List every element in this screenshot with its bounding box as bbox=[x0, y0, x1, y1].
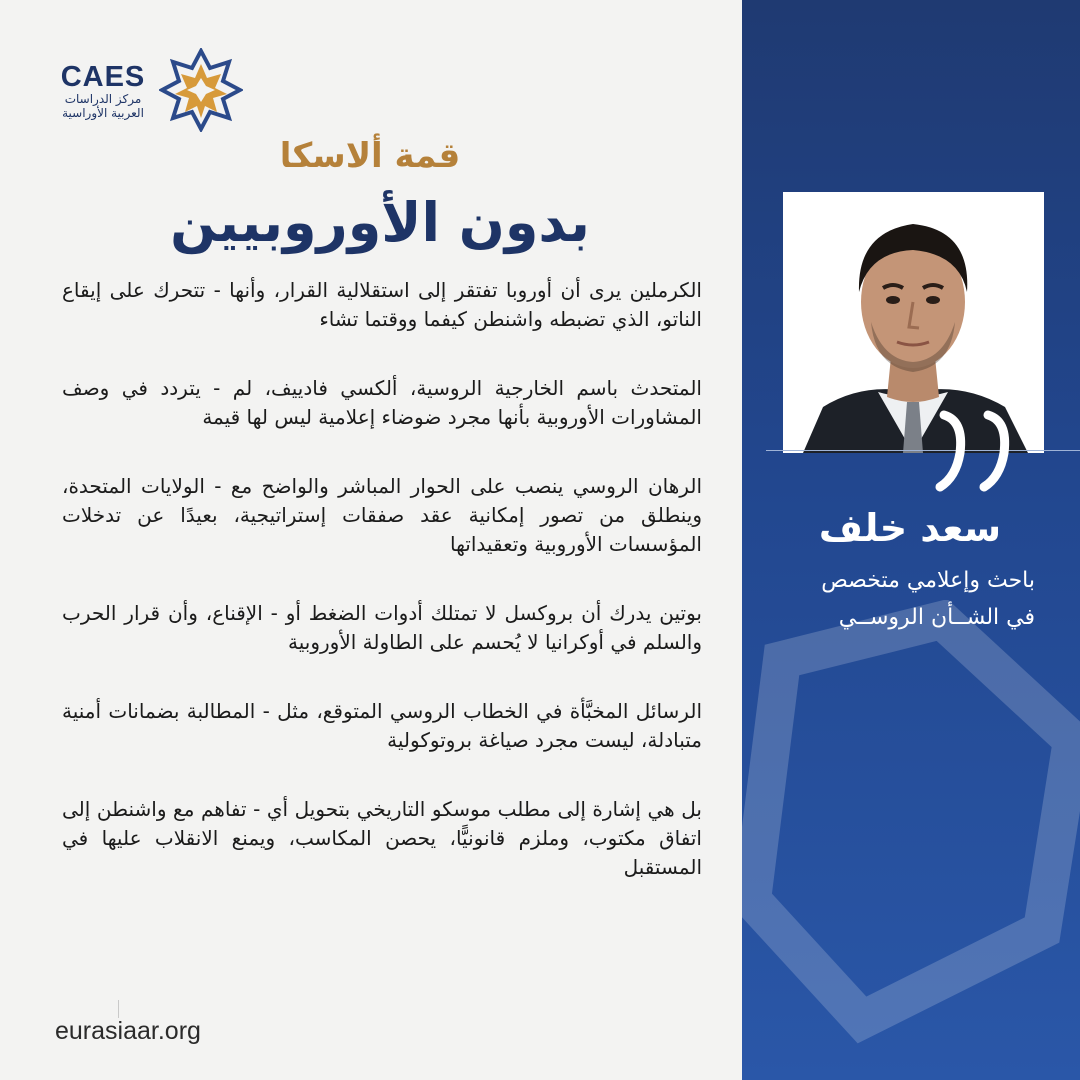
photo-underline bbox=[766, 450, 1080, 451]
author-title-line1: باحث وإعلامي متخصص bbox=[821, 568, 1035, 593]
background-star-pattern bbox=[742, 600, 1080, 1080]
logo-acronym: CAES bbox=[60, 61, 146, 93]
author-title-line2: في الشــأن الروســي bbox=[838, 605, 1035, 630]
website-link[interactable]: eurasiaar.org bbox=[55, 1017, 201, 1045]
paragraph: الكرملين يرى أن أوروبا تفتقر إلى استقلالية القرار، وأنها - تتحرك على إيقاع الناتو، الذي تضبطه واشنطن كيفما ووقتما تشاء bbox=[62, 278, 702, 331]
paragraph: بوتين يدرك أن بروكسل لا تمتلك أدوات الضغط أو - الإقناع، وأن قرار الحرب والسلم في أوكرانيا لا يُحسم على الطاولة الأوروبية bbox=[62, 601, 702, 654]
logo-line2: العربية الأوراسية bbox=[62, 106, 144, 120]
footer-divider bbox=[118, 1000, 119, 1018]
star-emblem-icon bbox=[159, 48, 243, 132]
headline-main: بدون الأوروبيين bbox=[170, 191, 590, 254]
quote-mark-icon bbox=[930, 405, 1030, 500]
logo-line1: مركز الدراسات bbox=[64, 92, 142, 106]
author-name: سعد خلف bbox=[818, 506, 1002, 550]
paragraph: الرهان الروسي ينصب على الحوار المباشر والواضح مع - الولايات المتحدة، وينطلق من تصور إمكانية عقد صفقات إستراتيجية، بعيدًا عن تدخلات المؤسسات الأوروبية وتعقيداتها bbox=[62, 474, 702, 556]
paragraph: المتحدث باسم الخارجية الروسية، ألكسي فادييف، لم - يتردد في وصف المشاورات الأوروبية بأنها مجرد ضوضاء إعلامية ليس لها قيمة bbox=[62, 376, 702, 429]
paragraph: الرسائل المخبَّأة في الخطاب الروسي المتوقع، مثل - المطالبة بضمانات أمنية متبادلة، ليست مجرد صياغة بروتوكولية bbox=[62, 699, 702, 752]
logo-text bbox=[55, 62, 151, 120]
caes-logo bbox=[55, 48, 255, 128]
paragraph: بل هي إشارة إلى مطلب موسكو التاريخي بتحويل أي - تفاهم مع واشنطن إلى اتفاق مكتوب، وملزم قانونيًّا، يحصن المكاسب، ويمنع الانقلاب عليها في المستقبل bbox=[62, 797, 702, 879]
headline-top: قمة ألاسكا bbox=[279, 136, 461, 176]
article-body bbox=[62, 276, 702, 922]
